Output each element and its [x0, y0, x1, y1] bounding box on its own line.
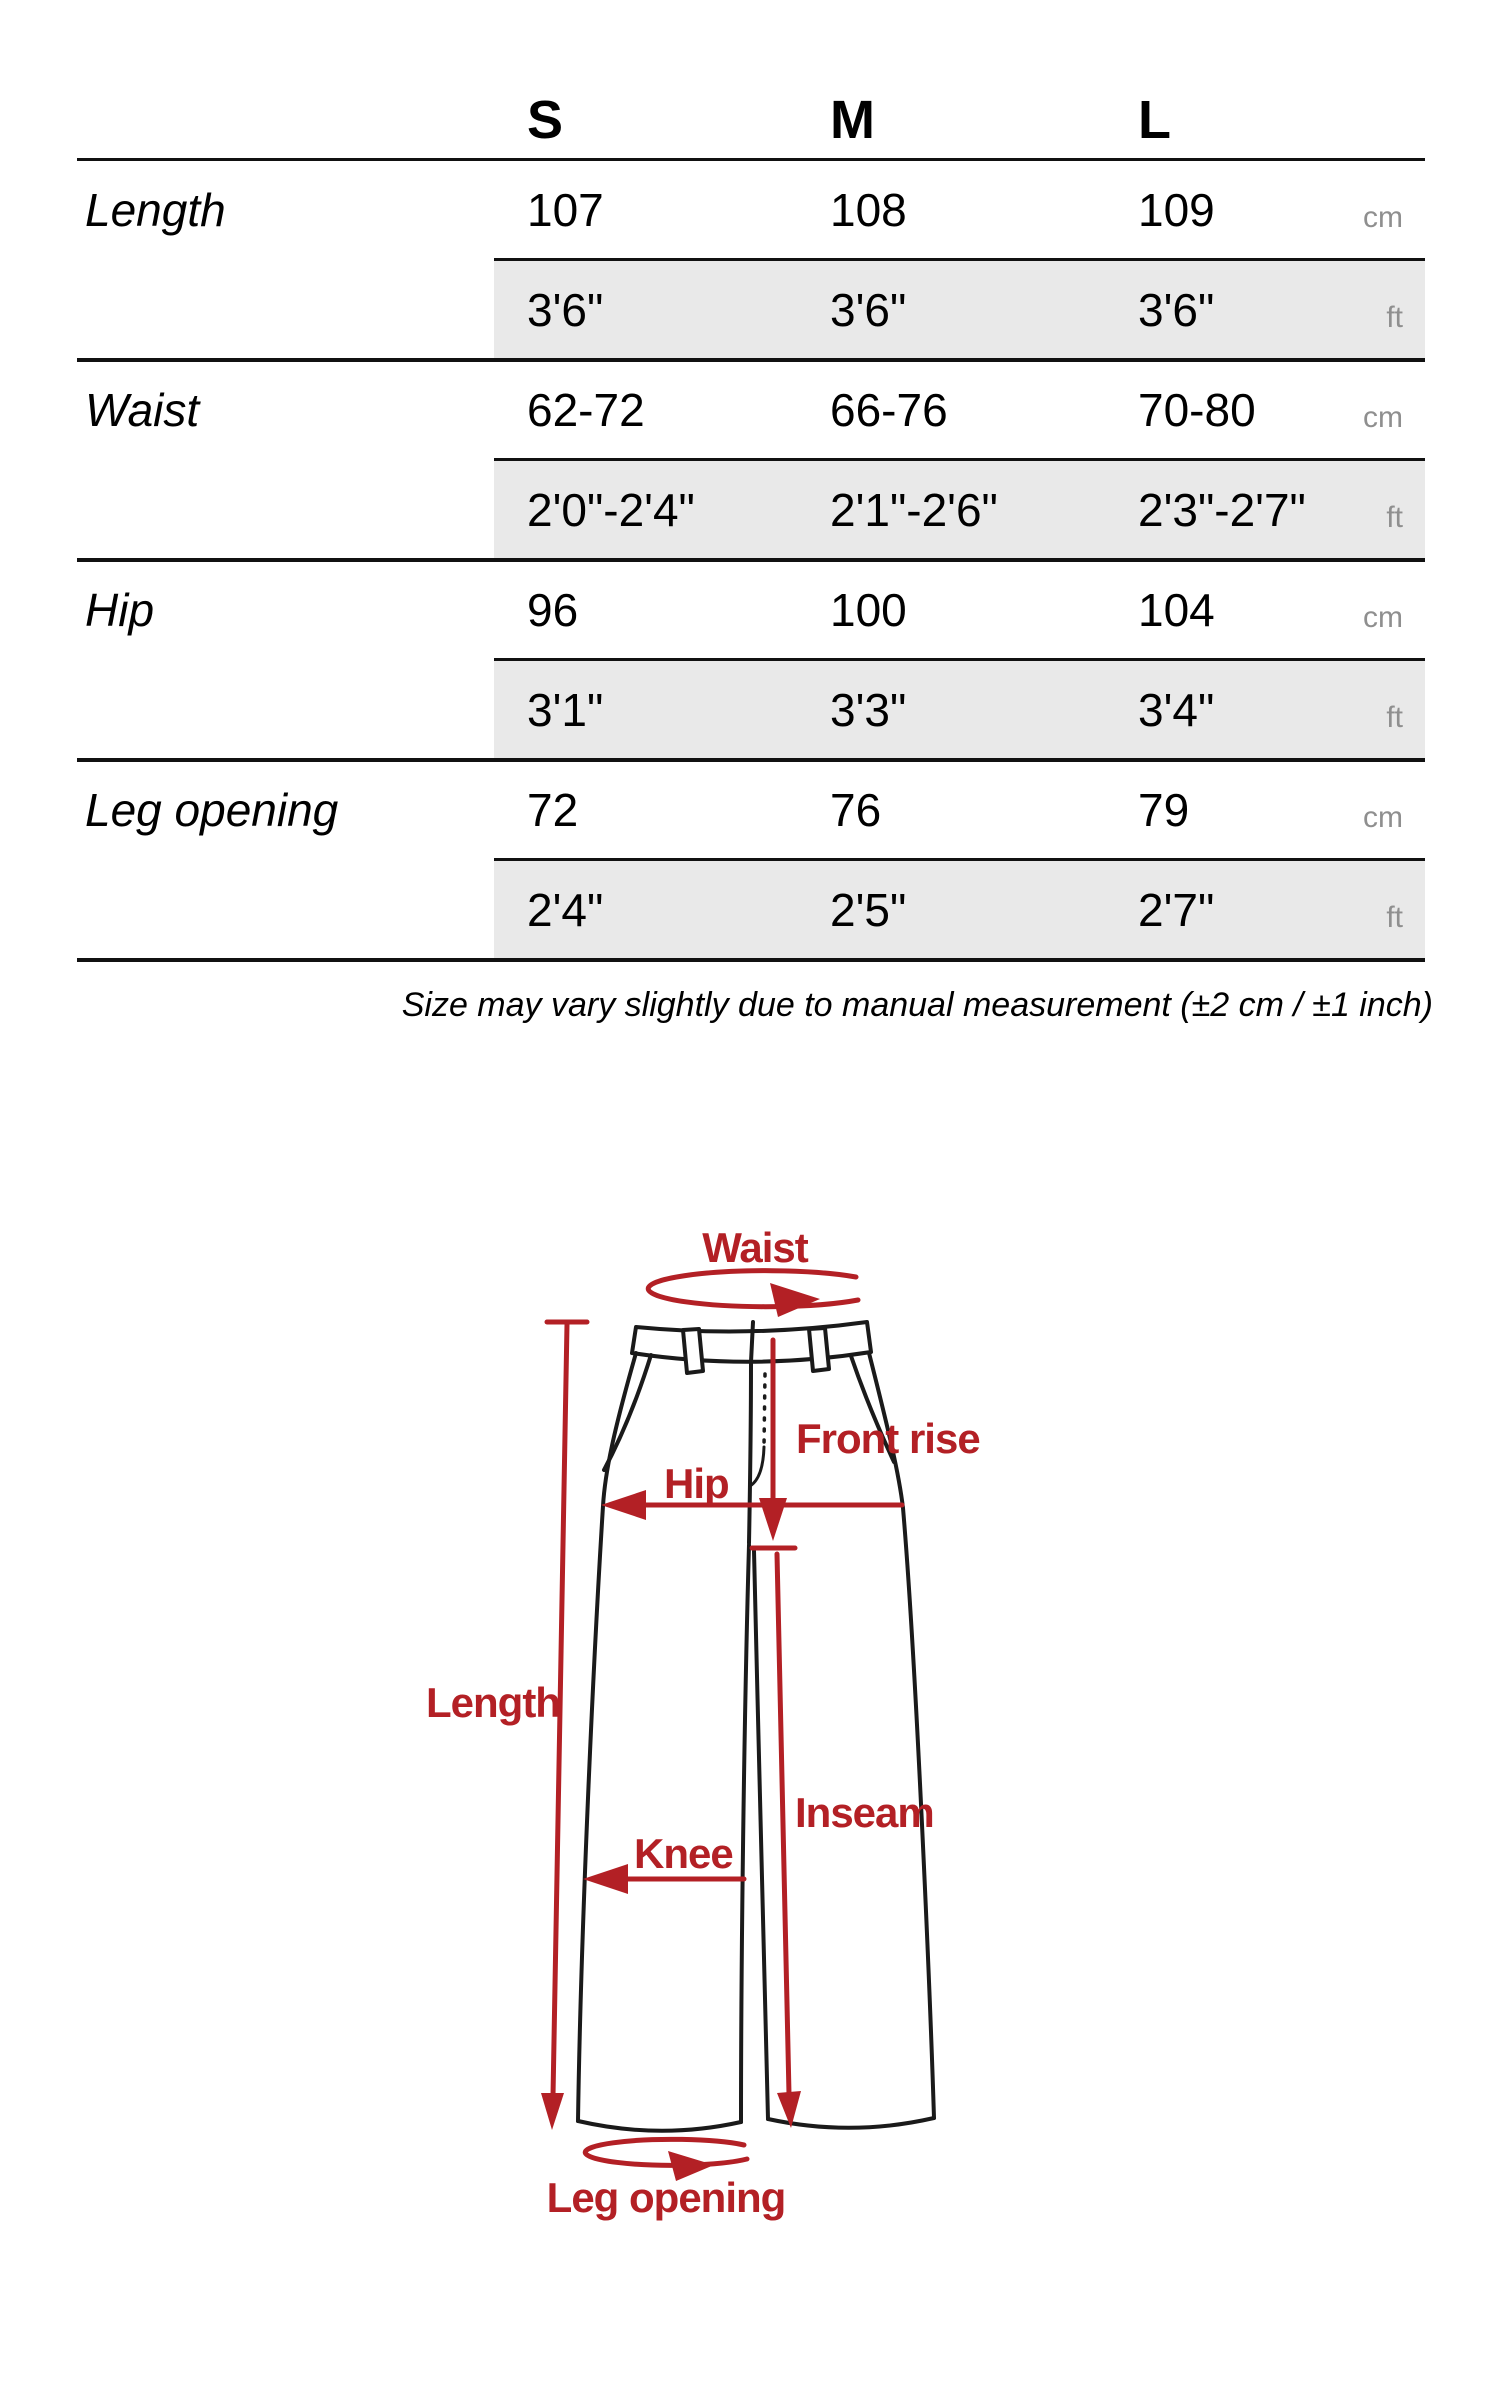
value-waist-s-cm: 62-72	[494, 358, 797, 458]
value-hip-l-ft: 3'4"	[1105, 658, 1340, 758]
value-waist-m-cm: 66-76	[797, 358, 1105, 458]
value-hip-l-cm: 104	[1105, 558, 1340, 658]
measurement-tolerance-note: Size may vary slightly due to manual measurement (±2 cm / ±1 inch)	[401, 986, 1433, 1024]
unit-label-ft: ft	[1340, 458, 1425, 558]
value-length-m-ft: 3'6"	[797, 258, 1105, 358]
size-column-header-l: L	[1138, 90, 1171, 150]
value-length-l-ft: 3'6"	[1105, 258, 1340, 358]
value-length-s-ft: 3'6"	[494, 258, 797, 358]
pants-diagram	[400, 1200, 1000, 2330]
unit-label-ft: ft	[1340, 858, 1425, 958]
diagram-label-waist: Waist	[702, 1224, 808, 1271]
header-spacer	[77, 92, 494, 158]
value-length-l-cm: 109	[1105, 158, 1340, 258]
value-waist-s-ft: 2'0"-2'4"	[494, 458, 797, 558]
size-chart-table	[77, 92, 1425, 962]
value-leg-opening-l-ft: 2'7"	[1105, 858, 1340, 958]
header-spacer	[1340, 92, 1425, 158]
value-hip-s-cm: 96	[494, 558, 797, 658]
value-leg-opening-s-cm: 72	[494, 758, 797, 858]
diagram-label-leg-opening: Leg opening	[546, 2174, 786, 2221]
unit-label-cm: cm	[1340, 158, 1425, 258]
diagram-label-length: Length	[426, 1679, 560, 1726]
size-column-header-s: S	[527, 90, 564, 150]
row-spacer	[77, 258, 494, 358]
front-rise-measure-arrow	[752, 1340, 795, 1548]
value-length-m-cm: 108	[797, 158, 1105, 258]
unit-label-ft: ft	[1340, 258, 1425, 358]
row-label-waist: Waist	[77, 358, 494, 458]
value-hip-s-ft: 3'1"	[494, 658, 797, 758]
value-waist-m-ft: 2'1"-2'6"	[797, 458, 1105, 558]
row-spacer	[77, 458, 494, 558]
value-leg-opening-m-cm: 76	[797, 758, 1105, 858]
waist-measure-arrow	[648, 1271, 858, 1317]
diagram-label-hip: Hip	[664, 1460, 729, 1507]
value-length-s-cm: 107	[494, 158, 797, 258]
diagram-label-knee: Knee	[634, 1830, 733, 1877]
value-waist-l-ft: 2'3"-2'7"	[1105, 458, 1340, 558]
diagram-label-inseam: Inseam	[795, 1789, 934, 1836]
value-waist-l-cm: 70-80	[1105, 358, 1340, 458]
row-spacer	[77, 858, 494, 958]
value-hip-m-ft: 3'3"	[797, 658, 1105, 758]
value-leg-opening-s-ft: 2'4"	[494, 858, 797, 958]
unit-label-ft: ft	[1340, 658, 1425, 758]
row-label-length: Length	[77, 158, 494, 258]
value-hip-m-cm: 100	[797, 558, 1105, 658]
size-column-header-m: M	[830, 90, 875, 150]
value-leg-opening-m-ft: 2'5"	[797, 858, 1105, 958]
unit-label-cm: cm	[1340, 358, 1425, 458]
unit-label-cm: cm	[1340, 758, 1425, 858]
value-leg-opening-l-cm: 79	[1105, 758, 1340, 858]
row-spacer	[77, 658, 494, 758]
row-label-hip: Hip	[77, 558, 494, 658]
inseam-measure-arrow	[777, 1554, 801, 2128]
diagram-label-front-rise: Front rise	[796, 1415, 980, 1462]
row-label-leg-opening: Leg opening	[77, 758, 494, 858]
unit-label-cm: cm	[1340, 558, 1425, 658]
